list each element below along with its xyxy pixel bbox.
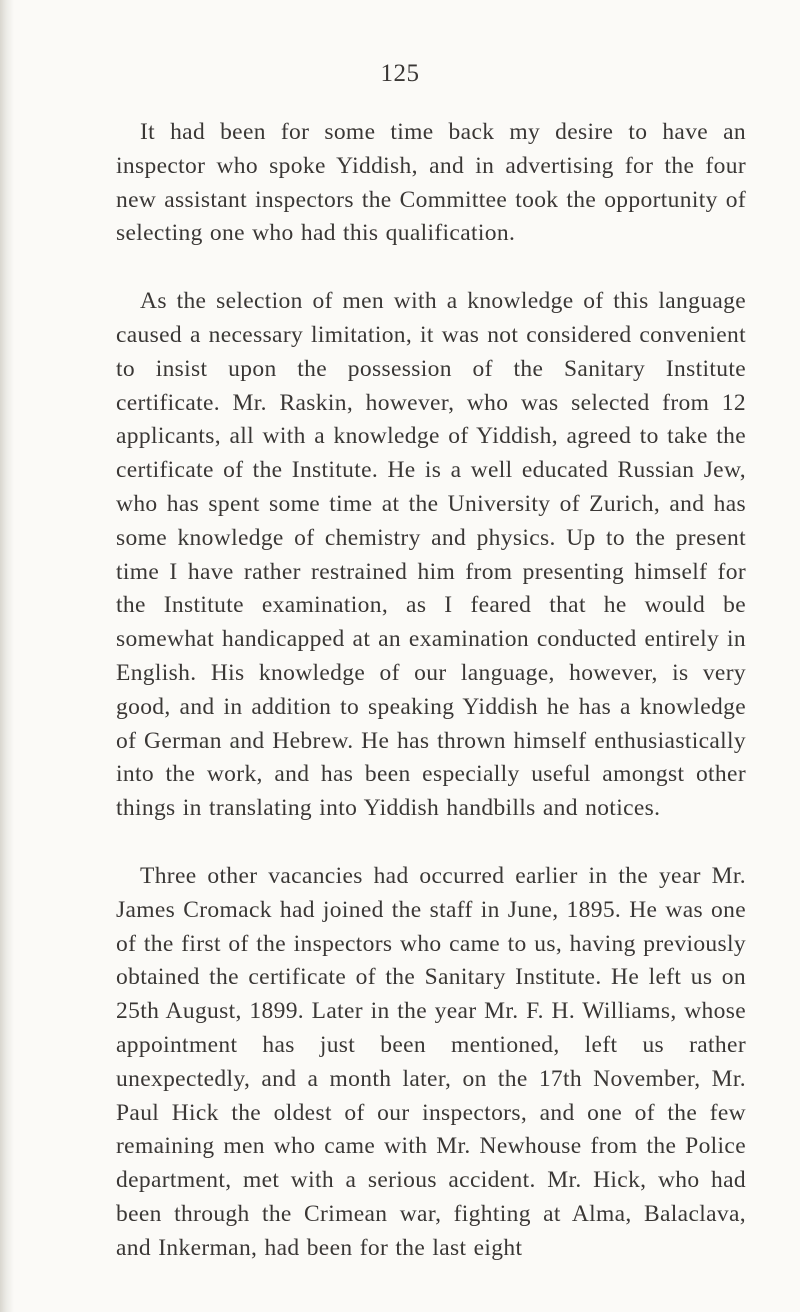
paragraph-mr-raskin: As the selection of men with a knowledge of this language caused a necessary limitation, it was not considered convenient to insist upon the possession of the Sanitary Institute certificate. Mr. Raskin, however, who was selected from 12 applicants, all with a knowledge of Yiddish, agreed to take the certificate of the Institute. He is a well educated Russian Jew, who has spent some time at the University of Zurich, and has some knowledge of chemistry and physics. Up to the present time I have rather restrained him from presenting himself for the Institute examination, as I feared that he would be somewhat handicapped at an examination conducted entirely in English. His knowledge of our language, however, is very good, and in addition to speaking Yiddish he has a knowledge of German and Hebrew. He has thrown himself enthusiastically into the work, and has been especially useful amongst other things in translating into Yiddish handbills and notices. <box>116 288 746 822</box>
paragraph-vacancies: Three other vacancies had occurred earlier in the year Mr. James Cromack had joined the staff in June, 1895. He was one of the first of the inspectors who came to us, having previously obtained the certificate of the Sanitary Institute. He left us on 25th August, 1899. Later in the year Mr. F. H. Williams, whose appointment has just been mentioned, left us rather unexpectedly, and a month later, on the 17th November, Mr. Paul Hick the oldest of our inspectors, and one of the few remaining men who came with Mr. Newhouse from the Police department, met with a serious accident. Mr. Hick, who had been through the Crimean war, fighting at Alma, Balaclava, and Inkerman, had been for the last eight <box>116 862 746 1261</box>
page-number: 125 <box>380 60 420 87</box>
paragraph-yiddish-inspector: It had been for some time back my desire to have an inspector who spoke Yiddish, and in advertising for the four new assistant inspectors the Committee took the opportunity of selecting one who had this qualification. <box>116 119 746 247</box>
body-text <box>116 116 746 1266</box>
page-binding-edge <box>0 0 14 1312</box>
